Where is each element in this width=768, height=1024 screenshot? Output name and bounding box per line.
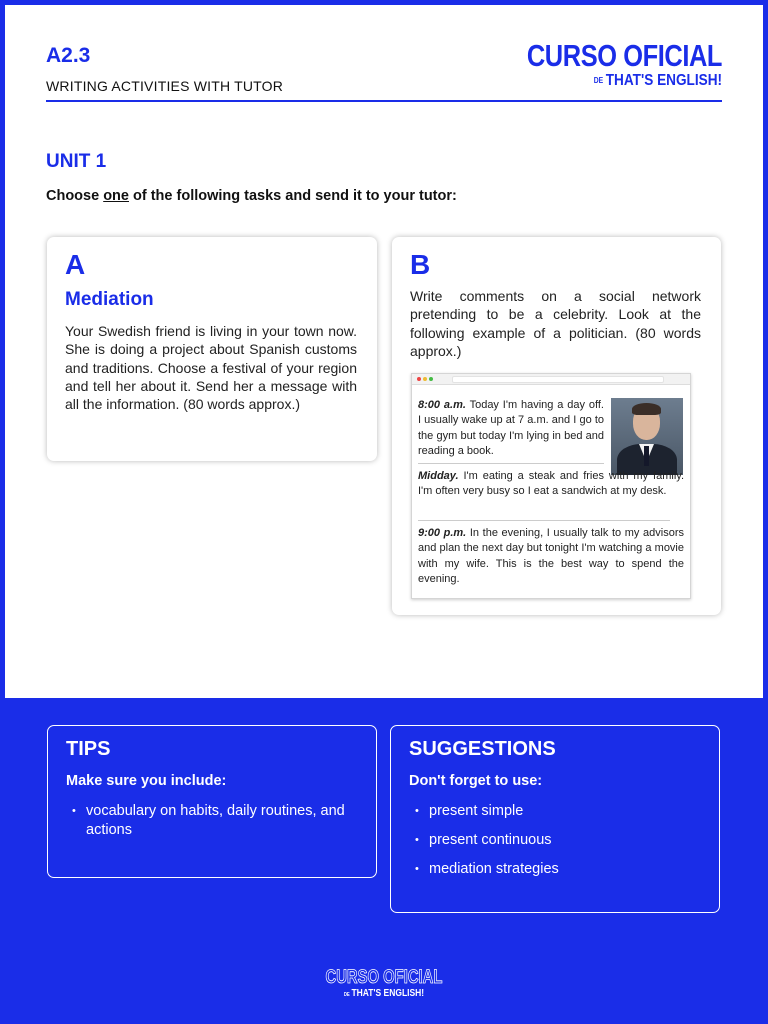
- brand-logo-sub-text: THAT'S ENGLISH!: [605, 72, 722, 89]
- page-subtitle: WRITING ACTIVITIES WITH TUTOR: [46, 78, 284, 94]
- social-post-mockup: [411, 373, 691, 599]
- brand-logo: [484, 40, 722, 89]
- list-item: • mediation strategies: [413, 860, 559, 879]
- task-b-card: [392, 237, 721, 615]
- window-maximize-dot: [429, 377, 433, 381]
- brand-logo-main: CURSO OFICIAL: [526, 38, 722, 73]
- post-evening: [418, 526, 684, 587]
- window-minimize-dot: [423, 377, 427, 381]
- post-divider: [418, 463, 604, 464]
- instruction-after: of the following tasks and send it to your tutor:: [128, 188, 457, 204]
- post-time: 8:00 a.m.: [418, 399, 466, 411]
- post-text: Today I'm having a day off. I usually wake up at 7 a.m. and I go to the gym but today I'm lying in bed and reading a book.: [418, 399, 604, 457]
- suggestions-list: [413, 802, 559, 889]
- instruction-before: Choose: [46, 188, 104, 204]
- address-bar: [452, 376, 664, 383]
- footer-logo-sub: [58, 989, 711, 999]
- brand-logo-sub: [520, 73, 722, 89]
- header-divider: [46, 100, 722, 102]
- list-item: • present continuous: [413, 831, 559, 850]
- task-b-letter: B: [410, 249, 431, 280]
- tips-list: [70, 802, 370, 840]
- post-morning: [418, 398, 604, 459]
- post-time: Midday.: [418, 470, 459, 482]
- tips-title: TIPS: [66, 738, 111, 760]
- brand-logo-de: DE: [593, 75, 604, 85]
- suggestions-subtitle: Don't forget to use:: [409, 773, 543, 789]
- footer-logo-main: CURSO OFICIAL: [325, 967, 443, 988]
- politician-photo: [611, 398, 683, 475]
- footer-logo-de: DE: [343, 992, 350, 998]
- task-instruction: [46, 188, 457, 204]
- task-a-heading: Mediation: [65, 289, 154, 310]
- suggestions-title: SUGGESTIONS: [409, 738, 556, 760]
- post-divider: [418, 520, 670, 521]
- tips-section: [0, 698, 768, 1024]
- task-b-text: Write comments on a social network pretending to be a celebrity. Look at the following example of a politician. (80 words approx.): [410, 288, 701, 359]
- footer-logo-sub-text: THAT'S ENGLISH!: [351, 988, 425, 999]
- instruction-underlined: one: [103, 188, 129, 204]
- tips-box: [47, 725, 377, 878]
- post-midday: [418, 469, 684, 500]
- suggestions-box: [390, 725, 720, 913]
- window-close-dot: [417, 377, 421, 381]
- post-text: In the evening, I usually talk to my advisors and plan the next day but tonight I'm watching a movie with my wife. This is the best way to spend the evening.: [418, 527, 684, 585]
- task-a-text: Your Swedish friend is living in your town now. She is doing a project about Spanish customs and traditions. Choose a festival of your region and tell her about it. Send her a message with all the information. (80 words approx.): [65, 323, 357, 413]
- list-item: • present simple: [413, 802, 559, 821]
- footer-logo: [0, 968, 768, 999]
- unit-title: UNIT 1: [46, 151, 107, 172]
- task-a-letter: A: [65, 249, 86, 280]
- list-item: • vocabulary on habits, daily routines, and actions: [70, 802, 370, 840]
- task-a-card: [47, 237, 377, 461]
- post-time: 9:00 p.m.: [418, 527, 467, 539]
- course-level: A2.3: [46, 44, 91, 67]
- tips-subtitle: Make sure you include:: [66, 773, 227, 789]
- browser-toolbar: [412, 374, 690, 385]
- post-text: I'm eating a steak and fries with my family. I'm often very busy so I eat a sandwich at my desk.: [418, 470, 684, 498]
